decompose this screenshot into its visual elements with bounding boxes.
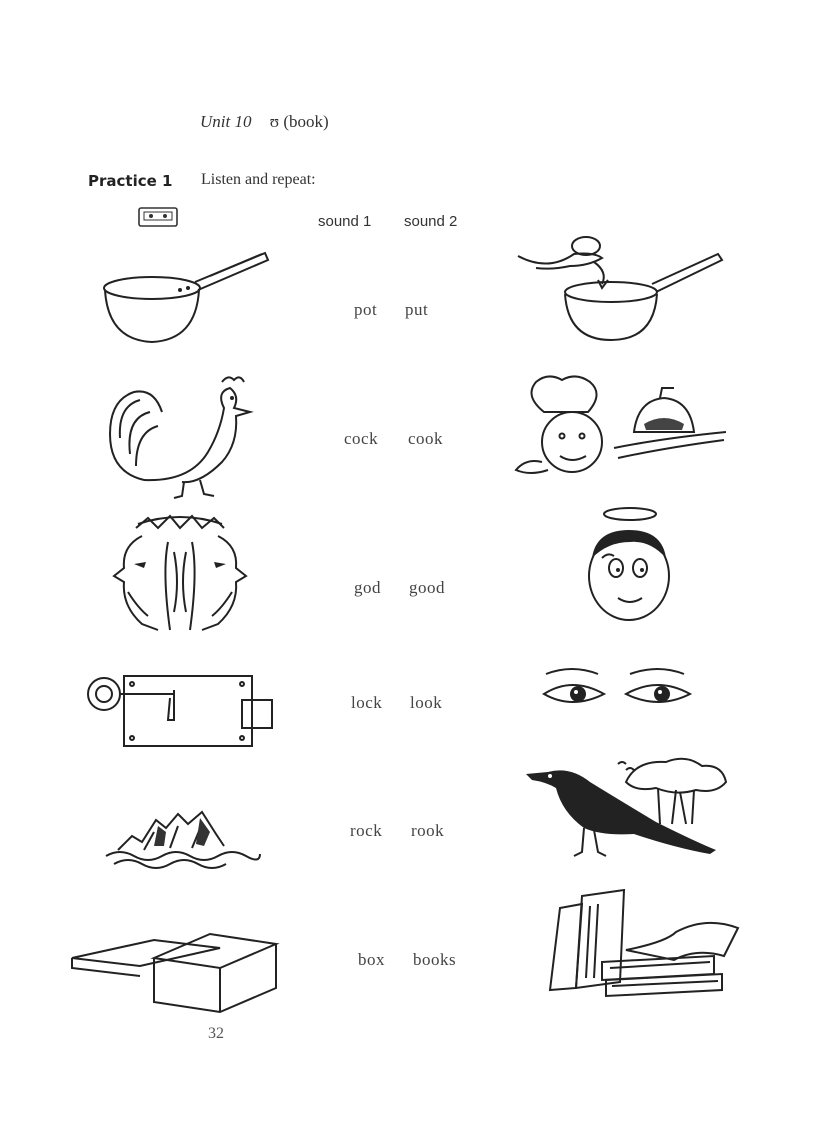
practice-label: Practice 1: [88, 172, 173, 190]
rock-in-sea-icon: [104, 806, 262, 870]
phoneme-example: (book): [283, 112, 329, 131]
sound1-header: sound 1: [318, 213, 372, 230]
chef-with-pudding-icon: [514, 372, 728, 482]
sound2-word-rook: rook: [411, 821, 445, 840]
two-faced-god-icon: [108, 512, 252, 634]
sound1-word-rock: rock: [350, 821, 383, 840]
unit-title: [200, 112, 329, 132]
sound1-word-box: box: [358, 950, 385, 969]
lock-and-key-icon: [82, 670, 282, 750]
sound1-word-pot: pot: [354, 300, 378, 319]
rook-bird-and-trees-icon: [526, 752, 730, 864]
hand-putting-egg-in-pan-icon: [518, 232, 728, 344]
pair-of-eyes-icon: [540, 666, 704, 716]
sound2-word-good: good: [409, 578, 445, 597]
cassette-icon: [138, 207, 178, 227]
sound2-header: sound 2: [404, 213, 458, 230]
sound2-word-look: look: [410, 693, 443, 712]
sound2-word-cook: cook: [408, 429, 444, 448]
unit-label: Unit 10: [200, 112, 252, 131]
smiling-face-with-halo-icon: [584, 506, 674, 624]
sound2-word-put: put: [405, 300, 429, 319]
sound1-word-cock: cock: [344, 429, 379, 448]
page-number: 32: [208, 1025, 224, 1042]
stack-of-books-icon: [546, 886, 742, 998]
saucepan-icon: [100, 248, 270, 348]
phoneme-symbol: ʊ: [269, 112, 280, 131]
sound1-word-god: god: [354, 578, 381, 597]
sound1-word-lock: lock: [351, 693, 383, 712]
rooster-icon: [104, 372, 254, 500]
practice-instruction: Listen and repeat:: [201, 171, 316, 188]
sound2-word-books: books: [413, 950, 457, 969]
open-box-icon: [70, 928, 280, 1014]
